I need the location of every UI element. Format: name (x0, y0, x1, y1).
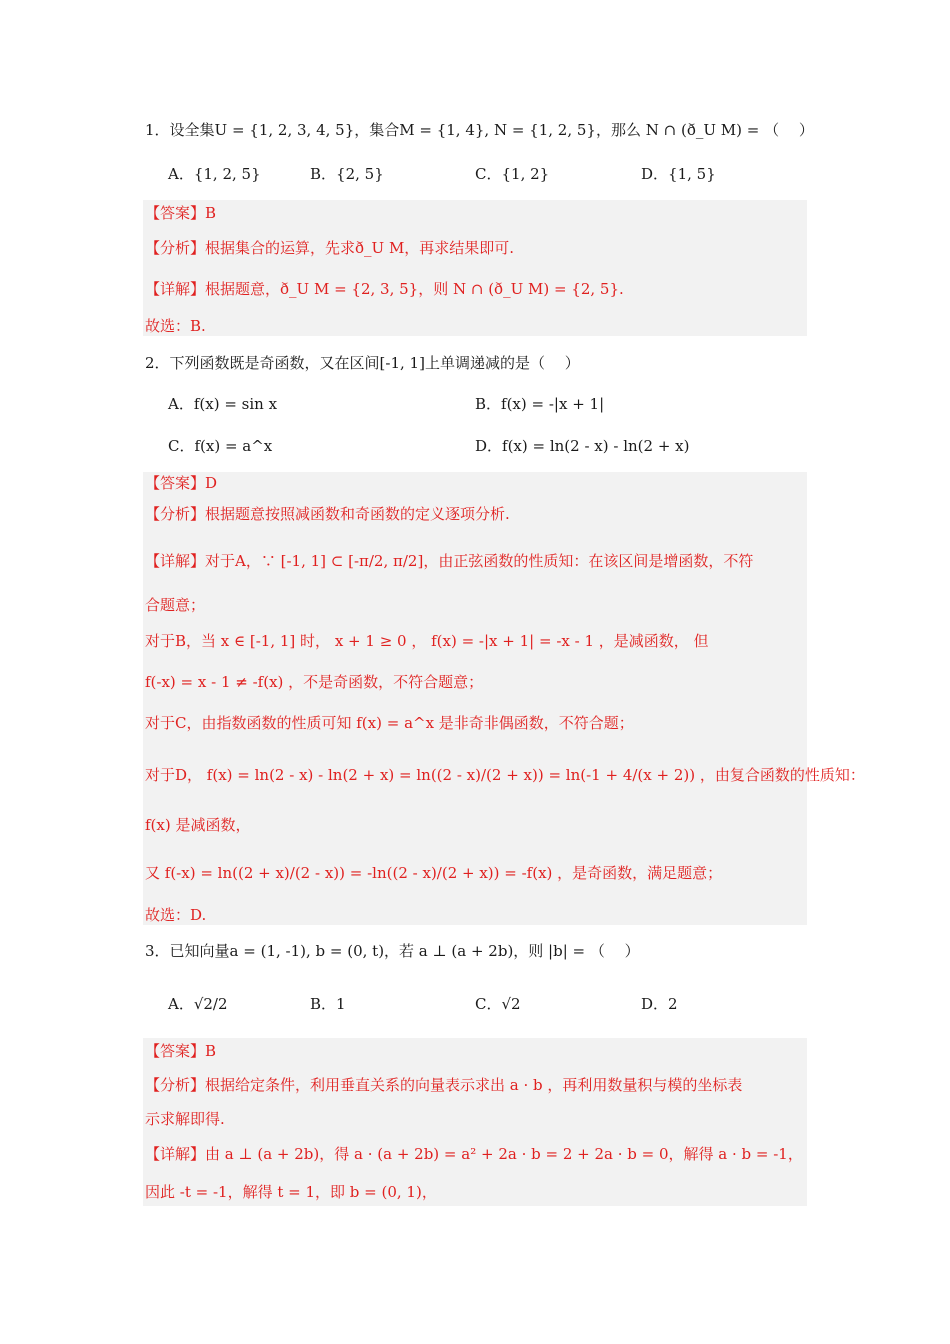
q1-analysis: 【分析】根据集合的运算，先求ð_U M，再求结果即可. (145, 239, 515, 257)
q2-detail-a-line1: 【详解】对于A，∵ [-1, 1] ⊂ [-π/2, π/2]，由正弦函数的性质知：在该区间是增函数，不符 (145, 552, 754, 570)
q3-analysis-line1: 【分析】根据给定条件，利用垂直关系的向量表示求出 a · b ，再利用数量积与模的坐标表 (145, 1076, 743, 1094)
q2-detail-d-line1: 对于D， f(x) = ln(2 - x) - ln(2 + x) = ln((2 - x)/(2 + x)) = ln(-1 + 4/(x + 2)) ，由复合函数的性质知： (145, 766, 865, 784)
q1-option-b: B．{2, 5} (310, 165, 384, 183)
q1-solution-box (143, 200, 807, 336)
q2-detail-b-line2: f(-x) = x - 1 ≠ -f(x) ，不是奇函数，不符合题意； (145, 673, 484, 691)
q3-solution-box (143, 1038, 807, 1206)
q1-option-a: A．{1, 2, 5} (168, 165, 261, 183)
q2-stem: 2．下列函数既是奇函数，又在区间[-1, 1]上单调递减的是（ ） (145, 354, 580, 372)
q3-option-b: B．1 (310, 995, 346, 1013)
q1-conclusion: 故选：B. (145, 317, 206, 335)
q2-option-a: A．f(x) = sin x (168, 395, 278, 413)
q1-option-d: D．{1, 5} (641, 165, 716, 183)
q2-detail-d-line3: 又 f(-x) = ln((2 + x)/(2 - x)) = -ln((2 - x)/(2 + x)) = -f(x) ，是奇函数，满足题意； (145, 864, 723, 882)
q3-option-d: D．2 (641, 995, 678, 1013)
q3-detail-line1: 【详解】由 a ⊥ (a + 2b)，得 a · (a + 2b) = a² + 2a · b = 2 + 2a · b = 0，解得 a · b = -1， (145, 1145, 803, 1163)
q2-conclusion: 故选：D. (145, 906, 207, 924)
q2-answer: 【答案】D (145, 474, 218, 492)
q3-option-a: A．√2/2 (168, 995, 228, 1013)
q3-stem: 3．已知向量a = (1, -1), b = (0, t)，若 a ⊥ (a + 2b)，则 |b| = （ ） (145, 942, 640, 960)
q1-answer: 【答案】B (145, 204, 217, 222)
q2-option-b: B．f(x) = -|x + 1| (475, 395, 605, 413)
q2-detail-d-line2: f(x) 是减函数， (145, 816, 251, 834)
q1-stem: 1．设全集U = {1, 2, 3, 4, 5}，集合M = {1, 4}, N = {1, 2, 5}，那么 N ∩ (ð_U M) = （ ） (145, 121, 814, 139)
q3-analysis-line2: 示求解即得. (145, 1110, 225, 1128)
q2-detail-a-line2: 合题意； (145, 596, 206, 614)
q2-detail-b-line1: 对于B，当 x ∈ [-1, 1] 时， x + 1 ≥ 0 ， f(x) = -|x + 1| = -x - 1 ，是减函数， 但 (145, 632, 709, 650)
q3-answer: 【答案】B (145, 1042, 217, 1060)
q2-detail-c: 对于C，由指数函数的性质可知 f(x) = a^x 是非奇非偶函数，不符合题； (145, 714, 634, 732)
q3-option-c: C．√2 (475, 995, 521, 1013)
q1-option-c: C．{1, 2} (475, 165, 550, 183)
q3-detail-line2: 因此 -t = -1，解得 t = 1，即 b = (0, 1)， (145, 1183, 437, 1201)
q2-solution-box (143, 472, 865, 925)
q2-option-c: C．f(x) = a^x (168, 437, 273, 455)
q1-detail: 【详解】根据题意，ð_U M = {2, 3, 5}，则 N ∩ (ð_U M) = {2, 5}. (145, 280, 624, 298)
q2-analysis: 【分析】根据题意按照减函数和奇函数的定义逐项分析. (145, 505, 510, 523)
q2-option-d: D．f(x) = ln(2 - x) - ln(2 + x) (475, 437, 690, 455)
